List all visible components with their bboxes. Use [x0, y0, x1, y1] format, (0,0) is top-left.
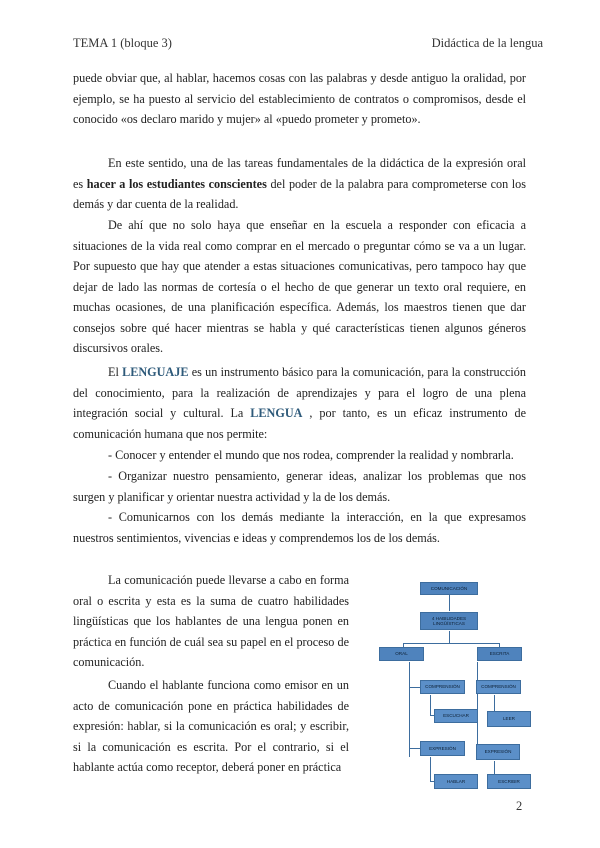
- node-comprension-escrita: COMPRENSIÓN: [476, 680, 521, 694]
- connector: [430, 695, 431, 715]
- node-habilidades: 4 HABILIDADES LINGÜÍSTICAS: [420, 612, 478, 630]
- node-leer: LEER: [487, 711, 531, 727]
- skills-diagram: [395, 577, 555, 799]
- node-expresion-escrita: EXPRESIÓN: [476, 744, 520, 760]
- connector: [449, 631, 450, 643]
- node-comprension-oral: COMPRENSIÓN: [420, 680, 465, 694]
- list-item: - Organizar nuestro pensamiento, generar ideas, analizar los problemas que nos surgen y planificar y orientar nuestra actividad y la de los demás.: [73, 469, 526, 504]
- node-hablar: HABLAR: [434, 774, 478, 789]
- page-number: 2: [516, 799, 523, 813]
- node-escuchar: ESCUCHAR: [434, 709, 478, 723]
- connector: [477, 662, 478, 752]
- paragraph-tareas-a: En este sentido, una de las tareas fundamentales de la didáctica de la expresión oral es: [73, 156, 526, 191]
- connector: [409, 662, 410, 757]
- paragraph-tareas-b: del poder de la palabra para comprometerse con los demás y dar cuenta de la realidad.: [73, 176, 527, 211]
- list-item: - Conocer y entender el mundo que nos rodea, comprender la realidad y nombrarla.: [108, 448, 514, 462]
- emphasis-conscientes: hacer a los estudiantes conscientes: [86, 176, 267, 191]
- paragraph-escuela: De ahí que no solo haya que enseñar en la escuela a responder con eficacia a situaciones de la vida real como comprar en el mercado o preguntar cómo se va a un lugar. Por supuesto que hay que atender a estas situaciones comunicativas, pero tampoco hay que dejar de lado las normas de cortesía o el hecho de que generar un texto oral requiere, en muchas ocasiones, de una planificación específica. Además, los maestros tienen que dar consejos sobre qué hacer mientras se habla y qué características tienen algunos géneros discursivos orales.: [73, 218, 526, 355]
- paragraph-lenguaje-b: es un instrumento básico para la comunicación, para la construcción del conocimiento, para la realización de aprendizajes y para el logro de una plena integración social y cultural. La: [73, 365, 526, 420]
- header-left: TEMA 1 (bloque 3): [73, 36, 172, 50]
- term-lenguaje: LENGUAJE: [122, 365, 189, 379]
- connector: [403, 643, 500, 644]
- term-lengua: LENGUA: [250, 406, 303, 420]
- connector: [430, 757, 431, 781]
- connector: [409, 748, 420, 749]
- paragraph-lenguaje-a: El: [108, 365, 123, 379]
- paragraph-lenguaje: [73, 362, 526, 444]
- list-item: - Comunicarnos con los demás mediante la interacción, en la que expresamos nuestros sentimientos, vivencias e ideas y comprendemos los de los demás.: [73, 510, 526, 545]
- paragraph-lenguaje-c: , por tanto, es un eficaz instrumento de comunicación humana que nos permite:: [73, 406, 526, 441]
- connector: [409, 687, 420, 688]
- paragraph-oralidad: puede obviar que, al hablar, hacemos cosas con las palabras y desde antiguo la oralidad, por ejemplo, se ha puesto al servicio del establecimiento de contratos o compromisos, desde el conocido «os declaro marido y mujer» al «puedo prometer y prometo».: [73, 71, 526, 126]
- node-expresion-oral: EXPRESIÓN: [420, 741, 465, 756]
- paragraph-emisor: Cuando el hablante funciona como emisor en un acto de comunicación pone en práctica habilidades de expresión: hablar, si la comunicación es oral; y escribir, si la comunicación es escrita. Por el contrario, si el hablante actúa como receptor, deberá poner en práctica: [73, 678, 349, 774]
- node-escrita: ESCRITA: [477, 647, 522, 661]
- paragraph-tareas: [73, 153, 526, 215]
- header-right: Didáctica de la lengua: [431, 36, 543, 50]
- paragraph-comunicacion: La comunicación puede llevarse a cabo en forma oral o escrita y esta es la suma de cuatro habilidades lingüísticas que los hablantes de una lengua ponen en práctica en función de cuál sea su papel en el proceso de comunicación.: [73, 573, 349, 669]
- node-escribir: ESCRIBIR: [487, 774, 531, 789]
- node-oral: ORAL: [379, 647, 424, 661]
- node-comunicacion: COMUNICACIÓN: [420, 582, 478, 595]
